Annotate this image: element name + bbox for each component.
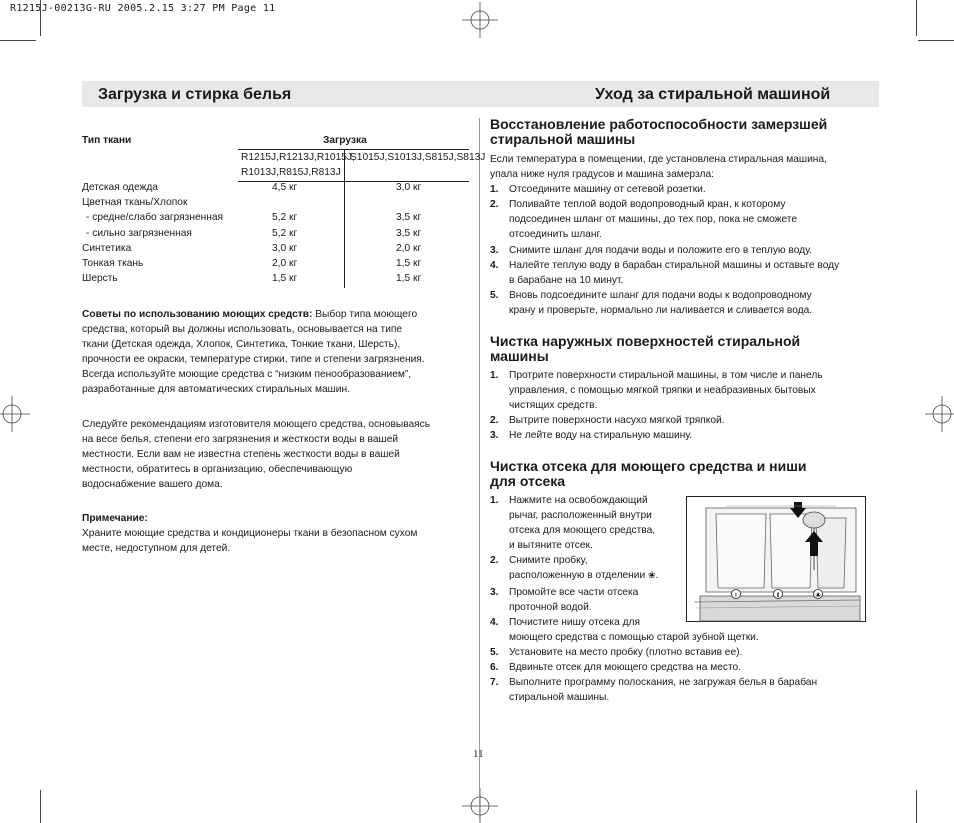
step-number: 1. xyxy=(490,495,499,506)
crop-mark xyxy=(0,40,36,41)
frozen-steps xyxy=(490,182,890,318)
step-number: 5. xyxy=(490,646,499,658)
recommend-line: местности, обратитесь в организацию, обеспечивающую xyxy=(82,464,353,476)
step-line: в барабане на 10 минут. xyxy=(509,274,624,286)
drawer-title-line: Чистка отсека для моющего средства и ниши xyxy=(490,458,807,474)
fabric-cell: Тонкая ткань xyxy=(82,257,144,269)
table-header-load: Загрузка xyxy=(323,135,367,146)
registration-mark-top xyxy=(462,2,498,38)
manufacturer-recommendation xyxy=(82,417,474,492)
step-line: отсоединить шланг. xyxy=(509,229,602,241)
registration-mark-left xyxy=(0,396,30,432)
list-item: 2. Снимите пробку, расположенную в отделении ❀. xyxy=(490,553,890,584)
load-b-cell: 1,5 кг xyxy=(396,273,422,285)
list-item xyxy=(490,258,890,288)
frozen-title-line: стиральной машины xyxy=(490,131,636,147)
drawer-title-line: для отсека xyxy=(490,473,566,489)
step-line: отсека для моющего средства, xyxy=(509,525,656,537)
step-line: крану и проверьте, нормально ли наливается и сливается вода. xyxy=(509,304,813,316)
exterior-cleaning-section xyxy=(490,334,890,443)
crop-mark xyxy=(916,0,917,36)
drawer-title xyxy=(490,459,880,489)
fabric-cell: - сильно загрязненная xyxy=(86,227,192,239)
step-number: 3. xyxy=(490,586,499,598)
table-row xyxy=(82,212,472,227)
step-line: Протрите поверхности стиральной машины, в том числе и панель xyxy=(509,370,823,381)
load-b-cell: 3,5 кг xyxy=(396,227,422,239)
tips-line: ткани (Детская одежда, Хлопок, Синтетика, Тонкие ткани, Шерсть), xyxy=(82,339,401,351)
load-a-cell: 5,2 кг xyxy=(272,227,298,239)
table-row xyxy=(82,197,472,212)
step-line: проточной водой. xyxy=(509,601,592,613)
registration-mark-right xyxy=(925,396,954,432)
tips-line: средства, который вы должны использовать, основывается на типе xyxy=(82,324,403,336)
list-item xyxy=(490,428,890,443)
list-item xyxy=(490,675,890,705)
recommend-line: водоснабжение вашего дома. xyxy=(82,479,223,491)
step-line: чистящих средств. xyxy=(509,400,598,412)
compartment-1-label: Ⅰ xyxy=(735,591,737,599)
compartment-softener-label: ❀ xyxy=(815,591,821,599)
step-number: 6. xyxy=(490,662,499,674)
step-line: Поливайте теплой водой водопроводный кран, к которому xyxy=(509,199,786,211)
tips-line: Всегда используйте моющие средства с “низким пенообразованием”, xyxy=(82,369,412,381)
step-line: Промойте все части отсека xyxy=(509,586,639,598)
right-section-title: Уход за стиральной машиной xyxy=(595,86,831,103)
exterior-title xyxy=(490,334,880,364)
table-row xyxy=(82,182,472,197)
frozen-intro-line: Если температура в помещении, где установлена стиральная машина, xyxy=(490,154,827,165)
detergent-tips xyxy=(82,307,474,398)
step-line: моющего средства с помощью старой зубной щетки. xyxy=(509,631,759,643)
list-item xyxy=(490,645,890,660)
list-item xyxy=(490,197,890,242)
exterior-title-line: Чистка наружных поверхностей стиральной xyxy=(490,333,801,349)
step-line: Установите на место пробку (плотно вставив ее). xyxy=(509,646,743,658)
step-line: стиральной машины. xyxy=(509,692,610,704)
load-a-cell: 2,0 кг xyxy=(272,257,298,269)
crop-mark xyxy=(918,40,954,41)
step-number: 3. xyxy=(490,244,499,256)
recommend-line: местности. Если вам не известна степень жесткости воды в вашей xyxy=(82,449,400,461)
step-number: 5. xyxy=(490,289,499,301)
tips-lead: Советы по использованию моющих средств: xyxy=(82,309,313,320)
step-number: 1. xyxy=(490,370,499,381)
flower-icon: ❀ xyxy=(648,571,656,582)
page-number: 11 xyxy=(473,748,484,760)
table-row xyxy=(82,243,472,258)
step-number: 4. xyxy=(490,616,499,628)
fabric-cell: Цветная ткань/Хлопок xyxy=(82,197,188,209)
step-line: Налейте теплую воду в барабан стиральной машины и оставьте воду xyxy=(509,259,840,271)
recommend-line: Следуйте рекомендациям изготовителя моющего средства, основываясь xyxy=(82,419,431,430)
step-line: Снимите пробку, xyxy=(509,555,588,567)
frozen-machine-section xyxy=(490,117,890,318)
list-item xyxy=(490,288,890,318)
step-line: Вдвиньте отсек для моющего средства на место. xyxy=(509,662,742,674)
step-line: управления, с помощью мягкой тряпки и неабразивных бытовых xyxy=(509,385,816,397)
step-number: 2. xyxy=(490,415,499,427)
frozen-intro-line: упала ниже нуля градусов и машина замерзла: xyxy=(490,169,714,181)
tips-line: прочности ее окраски, температуре стирки, типе и степени загрязнения. xyxy=(82,354,425,366)
column-divider xyxy=(479,118,480,818)
tips-text: Выбор типа моющего xyxy=(312,309,418,320)
step-number: 3. xyxy=(490,430,499,442)
step-number: 2. xyxy=(490,555,499,567)
load-b-cell: 2,0 кг xyxy=(396,242,422,254)
exterior-steps xyxy=(490,368,890,443)
list-item xyxy=(490,182,890,197)
print-slug: R1215J-00213G-RU 2005.2.15 3:27 PM Page 11 xyxy=(10,3,276,14)
fabric-cell: Шерсть xyxy=(82,273,118,285)
crop-mark xyxy=(40,790,41,823)
step-number: 4. xyxy=(490,259,499,271)
list-item xyxy=(490,413,890,428)
note-block xyxy=(82,511,474,556)
step-line: Почистите нишу отсека для xyxy=(509,616,641,628)
table-row xyxy=(82,228,472,243)
note-title: Примечание: xyxy=(82,513,148,524)
load-a-cell: 4,5 кг xyxy=(272,182,298,193)
table-row xyxy=(82,273,472,288)
list-item xyxy=(490,368,890,413)
table-rule xyxy=(238,149,469,150)
load-b-cell: 3,5 кг xyxy=(396,212,422,224)
list-item xyxy=(490,660,890,675)
step-number: 1. xyxy=(490,184,499,196)
step-line: Снимите шланг для подачи воды и положите его в теплую воду. xyxy=(509,244,812,256)
step-line: Вытрите поверхности насухо мягкой тряпкой. xyxy=(509,415,725,427)
frozen-title xyxy=(490,117,880,147)
step-line: рычаг, расположенный внутри xyxy=(509,510,652,522)
step-number: 7. xyxy=(490,677,499,689)
table-models-b: S1015J,S1013J,S815J,S813J xyxy=(350,152,486,163)
table-models-a-line1: R1215J,R1213J,R1015J, xyxy=(241,152,355,163)
compartment-2-label: Ⅱ xyxy=(776,591,780,599)
exterior-title-line: машины xyxy=(490,348,549,364)
step-line: Выполните программу полоскания, не загружая белья в барабан xyxy=(509,677,818,689)
crop-mark xyxy=(40,0,41,36)
note-line: Храните моющие средства и кондиционеры ткани в безопасном сухом xyxy=(82,528,418,540)
step-line: Не лейте воду на стиральную машину. xyxy=(509,430,693,442)
load-b-cell: 1,5 кг xyxy=(396,257,422,269)
step-line: подсоединен шланг от машины, до тех пор, пока не сможете xyxy=(509,214,797,226)
frozen-intro xyxy=(490,152,890,182)
step-line: Отсоедините машину от сетевой розетки. xyxy=(509,184,706,196)
load-b-cell: 3,0 кг xyxy=(396,182,422,193)
step-line: Нажмите на освобождающий xyxy=(509,495,648,506)
crop-mark xyxy=(916,790,917,823)
load-table-body xyxy=(82,182,472,288)
table-row xyxy=(82,258,472,273)
step-number: 2. xyxy=(490,199,499,211)
list-item xyxy=(490,243,890,258)
note-line: месте, недоступном для детей. xyxy=(82,543,231,555)
fabric-cell: Детская одежда xyxy=(82,182,158,193)
fabric-cell: - средне/слабо загрязненная xyxy=(86,212,224,224)
step-line: расположенную в отделении xyxy=(509,570,646,582)
registration-mark-bottom xyxy=(462,788,498,823)
tips-line: разработанные для автоматических стиральных машин. xyxy=(82,384,350,396)
table-header-fabric: Тип ткани xyxy=(82,135,132,146)
step-line: и вытяните отсек. xyxy=(509,540,593,552)
load-a-cell: 5,2 кг xyxy=(272,212,298,224)
table-models-a-line2: R1013J,R815J,R813J xyxy=(241,167,341,178)
recommend-line: на весе белья, степени его загрязнения и жесткости воды в вашей xyxy=(82,434,399,446)
frozen-title-line: Восстановление работоспособности замерзшей xyxy=(490,116,828,132)
load-a-cell: 1,5 кг xyxy=(272,273,298,285)
detergent-drawer-illustration xyxy=(686,496,866,622)
load-a-cell: 3,0 кг xyxy=(272,242,298,254)
step-line: Вновь подсоедините шланг для подачи воды к водопроводному xyxy=(509,289,812,301)
fabric-cell: Синтетика xyxy=(82,242,132,254)
left-section-title: Загрузка и стирка белья xyxy=(98,86,292,103)
